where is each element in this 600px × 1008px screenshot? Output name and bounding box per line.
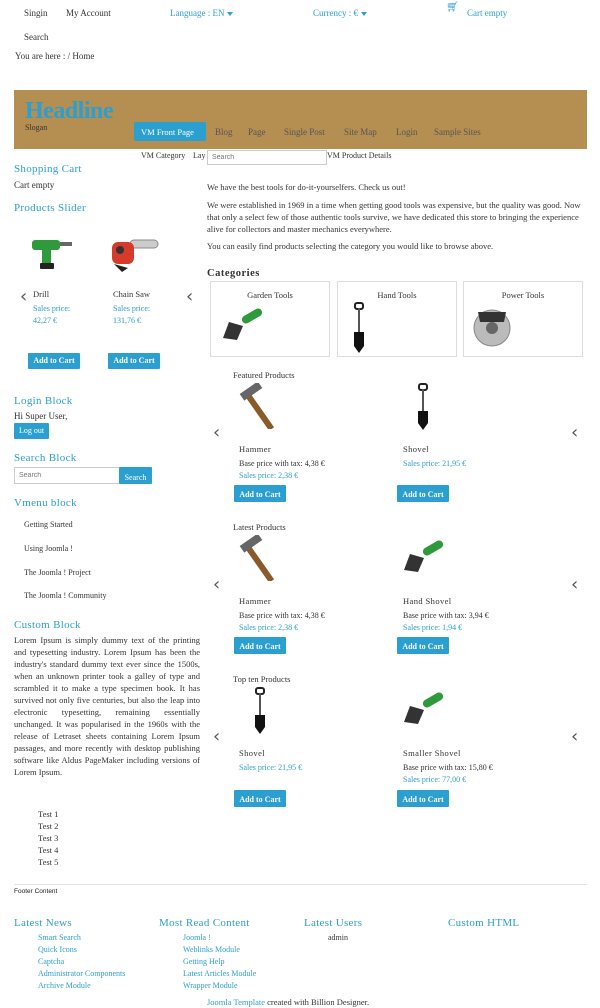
login-greeting: Hi Super User,: [14, 411, 68, 421]
latest-news-link[interactable]: Administrator Components: [38, 969, 126, 978]
custom-block-title: Custom Block: [14, 619, 81, 631]
trowel-icon: [400, 540, 446, 576]
latest-users-title: Latest Users: [304, 917, 363, 929]
custom-html-title: Custom HTML: [448, 917, 520, 929]
add-to-cart-button[interactable]: Add to Cart: [28, 353, 80, 369]
chainsaw-icon: [108, 234, 160, 274]
product-name[interactable]: Hammer: [239, 596, 272, 606]
category-power-tools[interactable]: [463, 281, 583, 357]
most-read-link[interactable]: Latest Articles Module: [183, 969, 257, 978]
base-price: Base price with tax: 15,80 €: [403, 763, 493, 772]
vmenu-item-using-joomla[interactable]: Using Joomla !: [24, 544, 73, 553]
most-read-link[interactable]: Joomla !: [183, 933, 211, 942]
latest-news-link[interactable]: Captcha: [38, 957, 65, 966]
most-read-link[interactable]: Getting Help: [183, 957, 225, 966]
latest-news-link[interactable]: Quick Icons: [38, 945, 77, 954]
cart-icon[interactable]: 🛒︎: [446, 2, 459, 13]
base-price: Base price with tax: 4,38 €: [239, 459, 325, 468]
most-read-link[interactable]: Weblinks Module: [183, 945, 240, 954]
nav-item-sample-sites[interactable]: Sample Sites: [434, 127, 481, 137]
top-ten-next-arrow[interactable]: ‹: [571, 726, 579, 747]
shovel-icon: [352, 302, 366, 354]
custom-list-item: Test 3: [38, 833, 59, 843]
sales-price: Sales price: 77,00 €: [403, 775, 467, 784]
breadcrumb: You are here : / Home: [15, 51, 95, 61]
slider-sales-label: Sales price:: [33, 304, 71, 313]
slider-price: 42,27 €: [33, 316, 57, 325]
category-hand-tools[interactable]: [337, 281, 457, 357]
signin-link[interactable]: Singin: [24, 8, 48, 18]
intro-line-1: We have the best tools for do-it-yourselfers. Check us out!: [207, 182, 406, 192]
drill-icon: [30, 230, 74, 270]
add-to-cart-button[interactable]: Add to Cart: [234, 637, 286, 654]
slider-sales-label: Sales price:: [113, 304, 151, 313]
sidebar-cart-status: Cart empty: [14, 180, 55, 190]
category-label: Power Tools: [501, 290, 545, 300]
custom-list-item: Test 4: [38, 845, 59, 855]
product-name[interactable]: Shovel: [403, 444, 430, 454]
category-garden-tools[interactable]: [210, 281, 330, 357]
add-to-cart-button[interactable]: Add to Cart: [234, 485, 286, 502]
base-price: Base price with tax: 4,38 €: [239, 611, 325, 620]
latest-prev-arrow[interactable]: ‹: [213, 574, 221, 595]
slider-next-arrow[interactable]: ‹: [186, 286, 194, 307]
site-headline[interactable]: Headline: [25, 98, 114, 124]
nav-item-site-map[interactable]: Site Map: [344, 127, 377, 137]
sales-price: Sales price: 21,95 €: [239, 763, 303, 772]
hammer-icon: [238, 383, 282, 429]
featured-products-title: Featured Products: [233, 370, 295, 380]
products-slider-title: Products Slider: [14, 202, 87, 214]
custom-list-item: Test 5: [38, 857, 59, 867]
sales-price: Sales price: 1,94 €: [403, 623, 463, 632]
language-label: Language : EN: [170, 8, 225, 18]
footer-divider: [14, 884, 587, 885]
top-ten-products-title: Top ten Products: [233, 674, 291, 684]
add-to-cart-button[interactable]: Add to Cart: [108, 353, 160, 369]
add-to-cart-button[interactable]: Add to Cart: [234, 790, 286, 807]
product-name[interactable]: Hammer: [239, 444, 272, 454]
site-slogan: Slogan: [25, 123, 48, 132]
trowel-icon: [400, 692, 446, 728]
slider-product-name[interactable]: Drill: [33, 289, 50, 299]
sales-price: Sales price: 2,38 €: [239, 471, 299, 480]
search-button[interactable]: Search: [119, 467, 152, 484]
slider-prev-arrow[interactable]: ‹: [20, 286, 28, 307]
nav-item-blog[interactable]: Blog: [215, 127, 233, 137]
nav-item-single-post[interactable]: Single Post: [284, 127, 325, 137]
product-name[interactable]: Smaller Shovel: [403, 748, 461, 758]
sales-price: Sales price: 21,95 €: [403, 459, 467, 468]
currency-label: Currency : €: [313, 8, 358, 18]
nav-item-label: VM Front Page: [141, 127, 194, 137]
featured-prev-arrow[interactable]: ‹: [213, 422, 221, 443]
latest-next-arrow[interactable]: ‹: [571, 574, 579, 595]
subnav-vm-product-details[interactable]: VM Product Details: [327, 151, 392, 160]
nav-item-vm-front-page[interactable]: [134, 122, 206, 141]
subnav-vm-category[interactable]: VM Category: [141, 151, 186, 160]
cart-status-link[interactable]: Cart empty: [467, 8, 508, 18]
slider-product-name[interactable]: Chain Saw: [113, 289, 151, 299]
header-search-input[interactable]: [207, 150, 327, 165]
most-read-title: Most Read Content: [159, 917, 250, 929]
sales-price: Sales price: 2,38 €: [239, 623, 299, 632]
custom-list-item: Test 1: [38, 809, 59, 819]
chevron-down-icon: [361, 12, 367, 16]
latest-user-item: admin: [328, 933, 348, 942]
vmenu-item-getting-started[interactable]: Getting Started: [24, 520, 73, 529]
shopping-cart-title: Shopping Cart: [14, 163, 82, 175]
chevron-down-icon: [227, 12, 233, 16]
nav-item-page[interactable]: Page: [248, 127, 266, 137]
intro-paragraph: We were established in 1969 in a time when getting good tools was expensive, but the quality was good. Now that only a select few of those authentic tools survive, we have dedicated this store to bringing the experience alive for collectors and master mechanics everywhere.: [207, 200, 581, 234]
circular-saw-icon: [468, 302, 516, 348]
currency-selector[interactable]: [313, 8, 367, 18]
latest-news-title: Latest News: [14, 917, 72, 929]
language-selector[interactable]: [170, 8, 233, 18]
footer-credit: [207, 997, 369, 1007]
product-name[interactable]: Hand Shovel: [403, 596, 452, 606]
hammer-icon: [238, 535, 282, 581]
custom-block-text: Lorem Ipsum is simply dummy text of the printing and typesetting industry. Lorem Ipsum has been the industry's standard dummy text ever since the 1500s, when an unknown printer took a galley of type and scrambled it to make a type specimen book. It has survived not only five centuries, but also the leap into electronic typesetting, remaining essentially unchanged. It was popularised in the 1960s with the release of Letraset sheets containing Lorem Ipsum passages, and more recently with desktop publishing software like Aldus PageMaker including versions of Lorem Ipsum.: [14, 635, 200, 777]
my-account-link[interactable]: My Account: [66, 8, 111, 18]
logout-button[interactable]: Log out: [14, 423, 49, 439]
add-to-cart-button[interactable]: Add to Cart: [397, 790, 449, 807]
nav-item-login[interactable]: Login: [396, 127, 418, 137]
footer-content-label: Footer Content: [14, 888, 58, 895]
vmenu-item-joomla-community[interactable]: The Joomla ! Community: [24, 591, 107, 600]
latest-products-title: Latest Products: [233, 522, 286, 532]
top-search-link[interactable]: Search: [24, 32, 49, 42]
intro-line-3: You can easily find products selecting the category you would like to browse above.: [207, 241, 494, 251]
most-read-link[interactable]: Wrapper Module: [183, 981, 238, 990]
login-block-title: Login Block: [14, 395, 73, 407]
slider-price: 131,76 €: [113, 316, 141, 325]
add-to-cart-button[interactable]: Add to Cart: [397, 485, 449, 502]
custom-list-item: Test 2: [38, 821, 59, 831]
subnav-layout[interactable]: Lay: [193, 151, 206, 160]
add-to-cart-button[interactable]: Add to Cart: [397, 637, 449, 654]
joomla-template-link[interactable]: Joomla Template: [207, 997, 266, 1007]
sidebar-search-input[interactable]: [14, 467, 120, 484]
shovel-icon: [253, 687, 267, 735]
category-label: Garden Tools: [247, 290, 293, 300]
trowel-icon: [219, 308, 265, 344]
product-name[interactable]: Shovel: [239, 748, 266, 758]
shovel-icon: [416, 383, 430, 431]
latest-news-link[interactable]: Smart Search: [38, 933, 81, 942]
featured-next-arrow[interactable]: ‹: [571, 422, 579, 443]
search-block-title: Search Block: [14, 452, 77, 464]
categories-title: Categories: [207, 268, 260, 279]
vmenu-title: Vmenu block: [14, 497, 77, 509]
vmenu-item-joomla-project[interactable]: The Joomla ! Project: [24, 568, 91, 577]
top-ten-prev-arrow[interactable]: ‹: [213, 726, 221, 747]
category-label: Hand Tools: [377, 290, 417, 300]
base-price: Base price with tax: 3,94 €: [403, 611, 489, 620]
credit-text: created with Billion Designer.: [267, 997, 370, 1007]
latest-news-link[interactable]: Archive Module: [38, 981, 91, 990]
